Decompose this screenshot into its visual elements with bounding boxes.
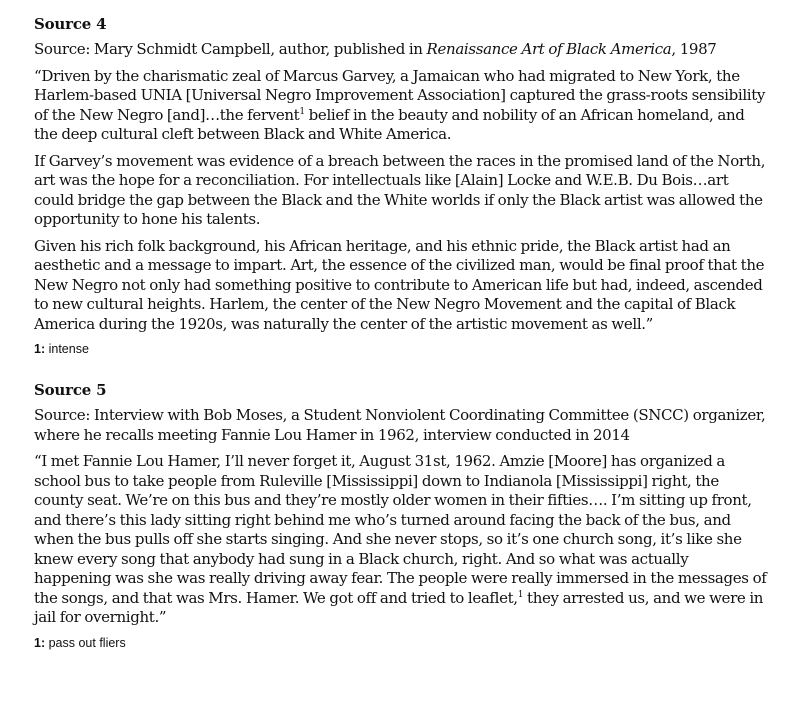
source-5-section — [34, 380, 769, 651]
source-4-attribution-prefix: Source: Mary Schmidt Campbell, author, published in — [34, 40, 427, 58]
source-5-footnote — [34, 635, 769, 651]
source-4-attribution-suffix: , 1987 — [671, 40, 717, 58]
source-5-p1-text-a: “I met Fannie Lou Hamer, I’ll never forget it, August 31st, 1962. Amzie [Moore] has organized a school bus to take people from Ruleville [Mississippi] down to Indianola [Mississippi] right, the county seat. We’re on this bus and they’re mostly older women in their fifties…. I’m sitting up front, and there’s this lady sitting right behind me who’s turned around facing the back of the bus, and when the bus pulls off she starts singing. And she never stops, so it’s one church song, it’s like she knew every song that anybody had sung in a Black church, right. And so what was actually happening was she was really driving away fear. The people were really immersed in the messages of the songs, and that was Mrs. Hamer. We got off and tried to leaflet, — [34, 452, 767, 607]
source-4-footnote-marker: 1 — [299, 106, 305, 117]
source-4-p1-text-a: “Driven by the charismatic zeal of Marcus Garvey, a Jamaican who had migrated to New York, the Harlem-based UNIA [Universal Negro Improvement Association] captured the grass-roots sensibility of the New Negro [and]…the fervent — [34, 66, 766, 124]
source-5-footnote-number: 1: — [34, 635, 46, 650]
source-5-paragraph-1 — [34, 452, 769, 628]
source-5-footnote-text: pass out fliers — [45, 635, 126, 650]
source-4-footnote-text: intense — [45, 342, 89, 356]
source-5-attribution: Source: Interview with Bob Moses, a Student Nonviolent Coordinating Committee (SNCC) organizer, where he recalls meeting Fannie Lou Hamer in 1962, interview conducted in 2014 — [34, 406, 766, 444]
source-5-p1-text-b: they arrested us, and we were in jail for overnight.” — [34, 588, 764, 626]
source-4-attribution — [34, 40, 769, 60]
source-4-footnote — [34, 341, 769, 357]
source-4-book-title: Renaissance Art of Black America — [426, 40, 672, 58]
source-4-section — [34, 14, 769, 357]
source-4-p1-text-b: belief in the beauty and nobility of an African homeland, and the deep cultural cleft between Black and White America. — [34, 105, 745, 143]
source-4-paragraph-1 — [34, 67, 769, 145]
source-4-footnote-number: 1: — [34, 342, 46, 356]
source-5-footnote-marker: 1 — [517, 589, 524, 600]
source-5-heading: Source 5 — [34, 381, 107, 399]
source-4-paragraph-2: If Garvey’s movement was evidence of a breach between the races in the promised land of the North, art was the hope for a reconciliation. For intellectuals like [Alain] Locke and W.E.B. Du Bois…art could bridge the gap between the Black and the White worlds if only the Black artist was allowed the opportunity to hone his talents. — [34, 151, 766, 228]
source-4-paragraph-3: Given his rich folk background, his African heritage, and his ethnic pride, the Black artist had an aesthetic and a message to impart. Art, the essence of the civilized man, would be final proof that the New Negro not only had something positive to contribute to American life but had, indeed, ascended to new cultural heights. Harlem, the center of the New Negro Movement and the capital of Black America during the 1920s, was naturally the center of the artistic movement as well.” — [34, 236, 765, 333]
source-4-heading: Source 4 — [34, 15, 107, 33]
